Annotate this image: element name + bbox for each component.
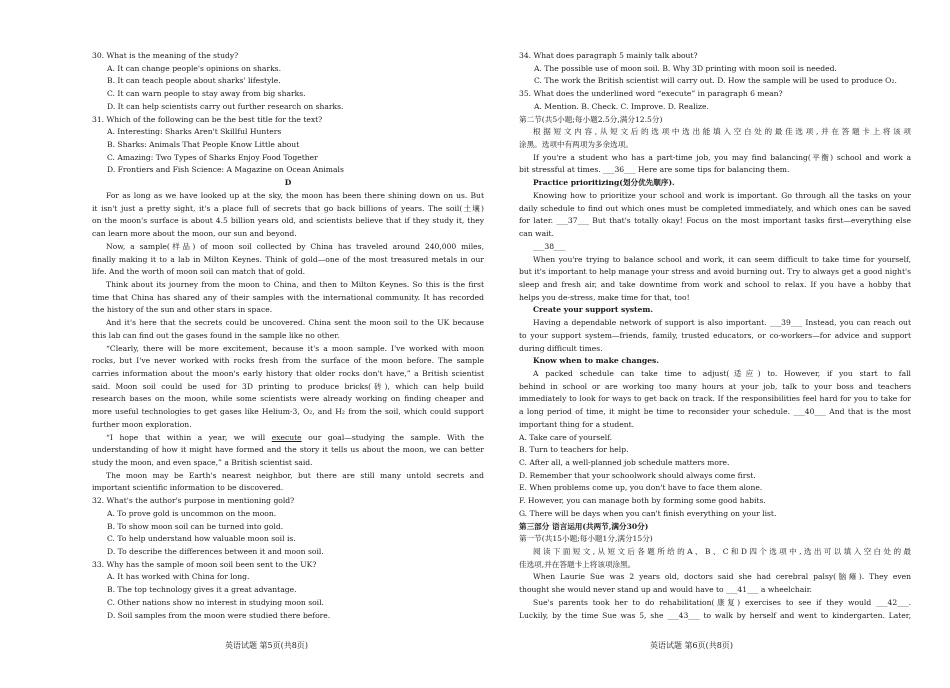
right-text-line: A. The possible use of moon soil. B. Why 3D printing with moon soil is needed. (534, 63, 837, 73)
right-text-line: E. When problems come up, you don't have to face them alone. (519, 483, 763, 493)
left-text-line: “I hope that within a year, we will execute our goal—studying the sample. With the (106, 432, 484, 442)
left-text-line: further moon exploration. (92, 419, 192, 429)
right-text-line: C. After all, a well-planned job schedule matters more. (519, 458, 730, 467)
left-text-line: B. The top technology gives it a great advantage. (107, 585, 297, 595)
right-text-line: immediately to look for ways to get back on track. If the responsibilities feel hard for you to take for (519, 394, 911, 404)
left-text-line: “Clearly, there will be more excitement, because it's a moon sample. I've worked with moon (106, 343, 484, 353)
right-text-line: behind in school or are working too many hours at your job, talk to your boss and teachers (519, 381, 911, 391)
left-text-line: more useful technologies to get gases like Helium-3, O₂, and H₂ from the soil, which could support (92, 407, 484, 417)
right-text-line: important thing for a student. (519, 419, 635, 429)
right-text-line: helps you de-stress, make time for that, too! (519, 292, 690, 302)
right-text-line: 34. What does paragraph 5 mainly talk about? (519, 51, 698, 60)
left-text-line: carries information about the moon's early history that older rocks don't have,” a British scientist (92, 368, 484, 378)
left-text-line: The moon may be Earth's nearest neighbor, but there are still many untold secrets and (106, 470, 484, 480)
right-text-line: sleep and fresh air, and take downtime from work and school to relax. If you have a hobby that (519, 279, 911, 289)
right-text-line: 涂黑。选项中有两项为多余选项。 (519, 140, 633, 150)
right-text-line: Luckily, by the time Sue was 5, she ___43___ to walk by herself and went to kindergarten. Later, (519, 610, 911, 620)
right-text-line: 第三部分 语言运用(共两节,满分30分) (519, 521, 649, 531)
left-text-line: can learn more about the moon, our sun and beyond. (92, 229, 297, 239)
right-text-line: A. Mention. B. Check. C. Improve. D. Realize. (534, 101, 709, 111)
left-text-line: C. Amazing: Two Types of Sharks Enjoy Food Together (107, 152, 318, 162)
left-text-line: D. Soil samples from the moon were studied there before. (107, 610, 331, 620)
left-text-line: D. Frontiers and Fish Science: A Magazine on Ocean Animals (107, 165, 344, 175)
left-text-line: A. It has worked with China for long. (107, 572, 250, 582)
left-text-line: B. It can teach people about sharks' lifestyle. (107, 76, 281, 86)
left-text-line: C. Other nations show no interest in studying moon soil. (107, 597, 324, 607)
left-text-line: 33. Why has the sample of moon soil been sent to the UK? (92, 559, 317, 569)
right-text-line: thought she would never stand up and would have to ___41___ a wheelchair. (519, 585, 812, 595)
right-text-line: If you're a student who has a part-time job, you may find balancing(平衡) school and work a (533, 152, 911, 162)
right-text-line: Sue's parents took her to do rehabilitation(康复) exercises to see if they would ___42___. (533, 597, 911, 607)
left-text-line: Now, a sample(样品) of moon soil collected by China has traveled around 240,000 miles, (106, 241, 484, 251)
right-text-line: 根据短文内容,从短文后的选项中选出能填入空白处的最佳选项,并在答题卡上将该项 (533, 127, 911, 137)
left-text-line: life. And the worth of moon soil can match that of gold. (92, 267, 306, 277)
page-footer-right: 英语试题 第6页(共8页) (650, 641, 733, 650)
right-text-line: but it's important to help manage your stress and avoid burning out. Try to always get a good night's (519, 267, 911, 277)
left-text-line: understanding of how it might have formed and the story it tells us about the moon, we can better (92, 445, 484, 455)
left-text-line: finally making it to a lab in Milton Keynes. Think of gold—one of the most treasured metals in our (92, 254, 484, 264)
right-text-line: A packed schedule can take time to adjust(适应) to. However, if you start to fall (533, 368, 911, 378)
right-text-line: can wait. (519, 229, 555, 239)
right-text-line: Having a dependable network of support is also important. ___39___ Instead, you can reach out (533, 318, 911, 328)
right-text-line: When Laurie Sue was 2 years old, doctors said she had cerebral palsy(脑瘫). They even (533, 572, 911, 582)
underlined-word: execute (271, 432, 302, 442)
left-text-line: 32. What's the author's purpose in mentioning gold? (92, 496, 295, 506)
right-text-line: Knowing how to prioritize your school and work is important. Go through all the tasks on your (533, 190, 911, 200)
left-text-line: study the moon, and even space,” a British scientist said. (92, 458, 313, 467)
left-text-line: rocks, but I've never worked with rocks fresh from the surface of the moon before. The sample (92, 356, 484, 366)
left-text-line: A. It can change people's opinions on sharks. (107, 63, 281, 73)
left-text-line: said. Moon soil could be used for 3D printing to produce bricks(砖), which can help build (92, 381, 484, 391)
left-text-line: the history of the sun and other stars in space. (92, 305, 273, 315)
left-text-line: D. To describe the differences between it and moon soil. (107, 547, 324, 557)
left-text-line: 30. What is the meaning of the study? (92, 51, 239, 60)
right-text-line: bit stressful at times. ___36___ Here are some tips for balancing them. (519, 165, 790, 175)
left-text-line: on the moon's surface is about 4.5 billion years old, and scientists believe that if they study it, they (92, 216, 484, 226)
page-footer-left: 英语试题 第5页(共8页) (225, 641, 308, 650)
right-text-line: Know when to make changes. (533, 356, 659, 366)
left-text-line: C. It can warn people to stay away from big sharks. (107, 89, 306, 99)
right-text-line: When you're trying to balance school and work, it can seem difficult to take time for yourself, (533, 254, 911, 264)
right-column (519, 50, 911, 622)
left-text-line: B. To show moon soil can be turned into gold. (107, 521, 284, 531)
left-text-line: B. Sharks: Animals That People Know Little about (107, 140, 300, 150)
left-text-line: Think about its journey from the moon to China, and then to Milton Keynes. So this is the first (106, 279, 484, 289)
left-text-line: And it's here that the secrets could be uncovered. China sent the moon soil to the UK because (106, 318, 484, 328)
left-text-line: it isn't just a pretty sight, it's a place full of secrets that go back billions of years. The soil(土壤) (92, 203, 484, 213)
left-text-line: D (284, 178, 292, 188)
left-text-line: A. Interesting: Sharks Aren't Skillful Hunters (107, 127, 282, 137)
right-text-line: daily schedule to find out which ones must be completed immediately, and which ones can be saved (519, 203, 911, 213)
right-text-line: G. There will be days when you can't finish everything on your list. (519, 508, 777, 518)
right-text-line: 佳选项,并在答题卡上将该项涂黑。 (519, 559, 636, 569)
right-text-line: 35. What does the underlined word “execute” in paragraph 6 mean? (519, 89, 783, 99)
right-text-line: A. Take care of yourself. (519, 432, 613, 442)
right-text-line: B. Turn to teachers for help. (519, 445, 629, 455)
left-text-line: important scientific information to be discovered. (92, 483, 284, 493)
right-text-line: 第一节(共15小题;每小题1分,满分15分) (519, 534, 653, 544)
left-text-line: research bases on the moon, while some scientists were already working on finding cheaper and (92, 394, 484, 404)
right-text-line: to your support system—friends, family, trusted educators, or co-workers—for advice and support (519, 330, 911, 340)
right-text-line: a long period of time, it might be time to reconsider your schedule. ___40___ And that is the most (519, 407, 911, 417)
right-text-line: for later. ___37___ But that's totally okay! Focus on the most important tasks first—everything else (519, 216, 911, 226)
left-text-line: D. It can help scientists carry out further research on sharks. (107, 101, 344, 111)
right-text-line: Create your support system. (533, 305, 654, 315)
left-text-line: 31. Which of the following can be the best title for the text? (92, 114, 323, 124)
right-text-line: 第二节(共5小题;每小题2.5分,满分12.5分) (519, 114, 663, 124)
left-text-line: C. To help understand how valuable moon soil is. (107, 534, 296, 544)
left-text-line: this lab can find out the gases found in the sample like no other. (92, 330, 340, 340)
left-text-line: A. To prove gold is uncommon on the moon. (107, 508, 277, 518)
left-column (92, 50, 484, 622)
right-text-line: D. Remember that your schoolwork should always come first. (519, 470, 756, 480)
right-text-line: F. However, you can manage both by forming some good habits. (519, 496, 766, 506)
right-text-line: Practice prioritizing(划分优先顺序). (533, 178, 675, 188)
right-text-line: during difficult times. (519, 343, 603, 353)
left-text-line: For as long as we have looked up at the sky, the moon has been there shining down on us. But (106, 190, 484, 200)
right-text-line: C. The work the British scientist will carry out. D. How the sample will be used to produce O₂. (534, 76, 897, 86)
right-text-line: ___38___ (533, 241, 566, 251)
right-text-line: 阅读下面短文,从短文后各题所给的A、B、C和D四个选项中,选出可以填入空白处的最 (533, 547, 911, 557)
left-text-line: time that China has shared any of their samples with the international community. It has recorded (92, 292, 484, 302)
